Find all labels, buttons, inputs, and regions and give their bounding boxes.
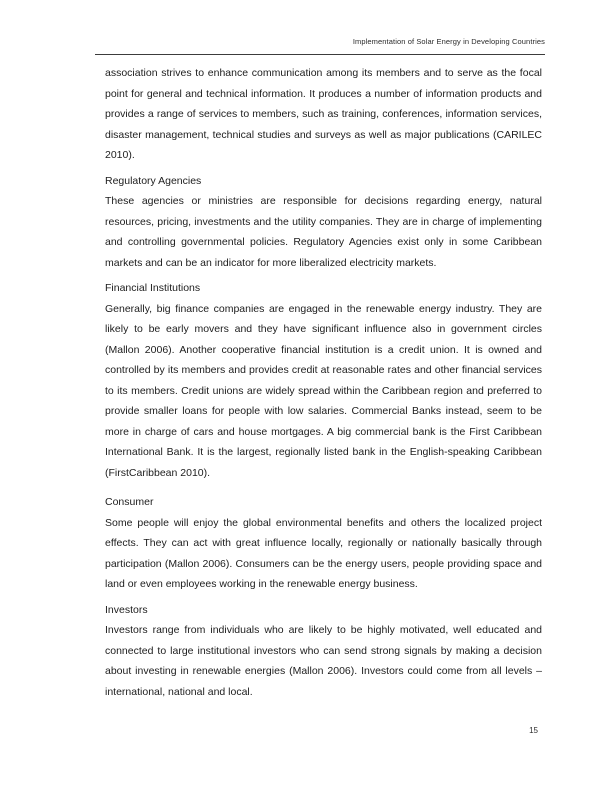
section-heading-financial-institutions: Financial Institutions — [105, 282, 201, 294]
section-investors — [105, 600, 542, 703]
running-header — [95, 37, 545, 55]
section-financial-institutions — [105, 278, 542, 483]
page-content — [105, 63, 542, 702]
section-regulatory-agencies — [105, 171, 542, 274]
running-header-title: Implementation of Solar Energy in Developing Countries — [352, 37, 545, 46]
paragraph-regulatory-agencies: These agencies or ministries are responsible for decisions regarding energy, natural resources, pricing, investments and the utility companies. They are in charge of implementing and controlling governmental policies. Regulatory Agencies exist only in some Caribbean markets and can be an indicator for more liberalized electricity markets. — [105, 195, 542, 269]
section-consumer — [105, 492, 542, 595]
paragraph-investors: Investors range from individuals who are likely to be highly motivated, well educated and connected to large institutional investors who can send strong signals by making a decision about investing in renewable energies (Mallon 2006). Investors could come from all levels – international, national and local. — [105, 624, 542, 698]
section-heading-regulatory-agencies: Regulatory Agencies — [105, 174, 202, 187]
paragraph-carilec: association strives to enhance communication among its members and to serve as the focal point for general and technical information. It produces a number of information products and provides a range of services to members, such as training, conferences, information services, disaster management, technical studies and surveys as well as major publications (CARILEC 2010). — [105, 67, 542, 161]
paragraph-consumer: Some people will enjoy the global environmental benefits and others the localized project effects. They can act with great influence locally, regionally or nationally basically through participation (Mallon 2006). Consumers can be the energy users, people providing space and land or even employees working in the renewable energy business. — [105, 516, 542, 590]
paragraph-financial-institutions: Generally, big finance companies are engaged in the renewable energy industry. They are likely to be early movers and they have significant influence also in government circles (Mallon 2006). Another cooperative financial institution is a credit union. It is owned and controlled by its members and provides credit at reasonable rates and other financial services to its members. Credit unions are widely spread within the Caribbean region and preferred to provide smaller loans for people with low salaries. Commercial Banks instead, seem to be more in charge of cars and house mortgages. A big commercial bank is the First Caribbean International Bank. It is the largest, regionally listed bank in the English-speaking Caribbean (FirstCaribbean 2010). — [105, 302, 542, 479]
section-heading-consumer: Consumer — [105, 496, 154, 508]
section-heading-investors: Investors — [105, 603, 148, 616]
page-number: 15 — [529, 726, 538, 735]
